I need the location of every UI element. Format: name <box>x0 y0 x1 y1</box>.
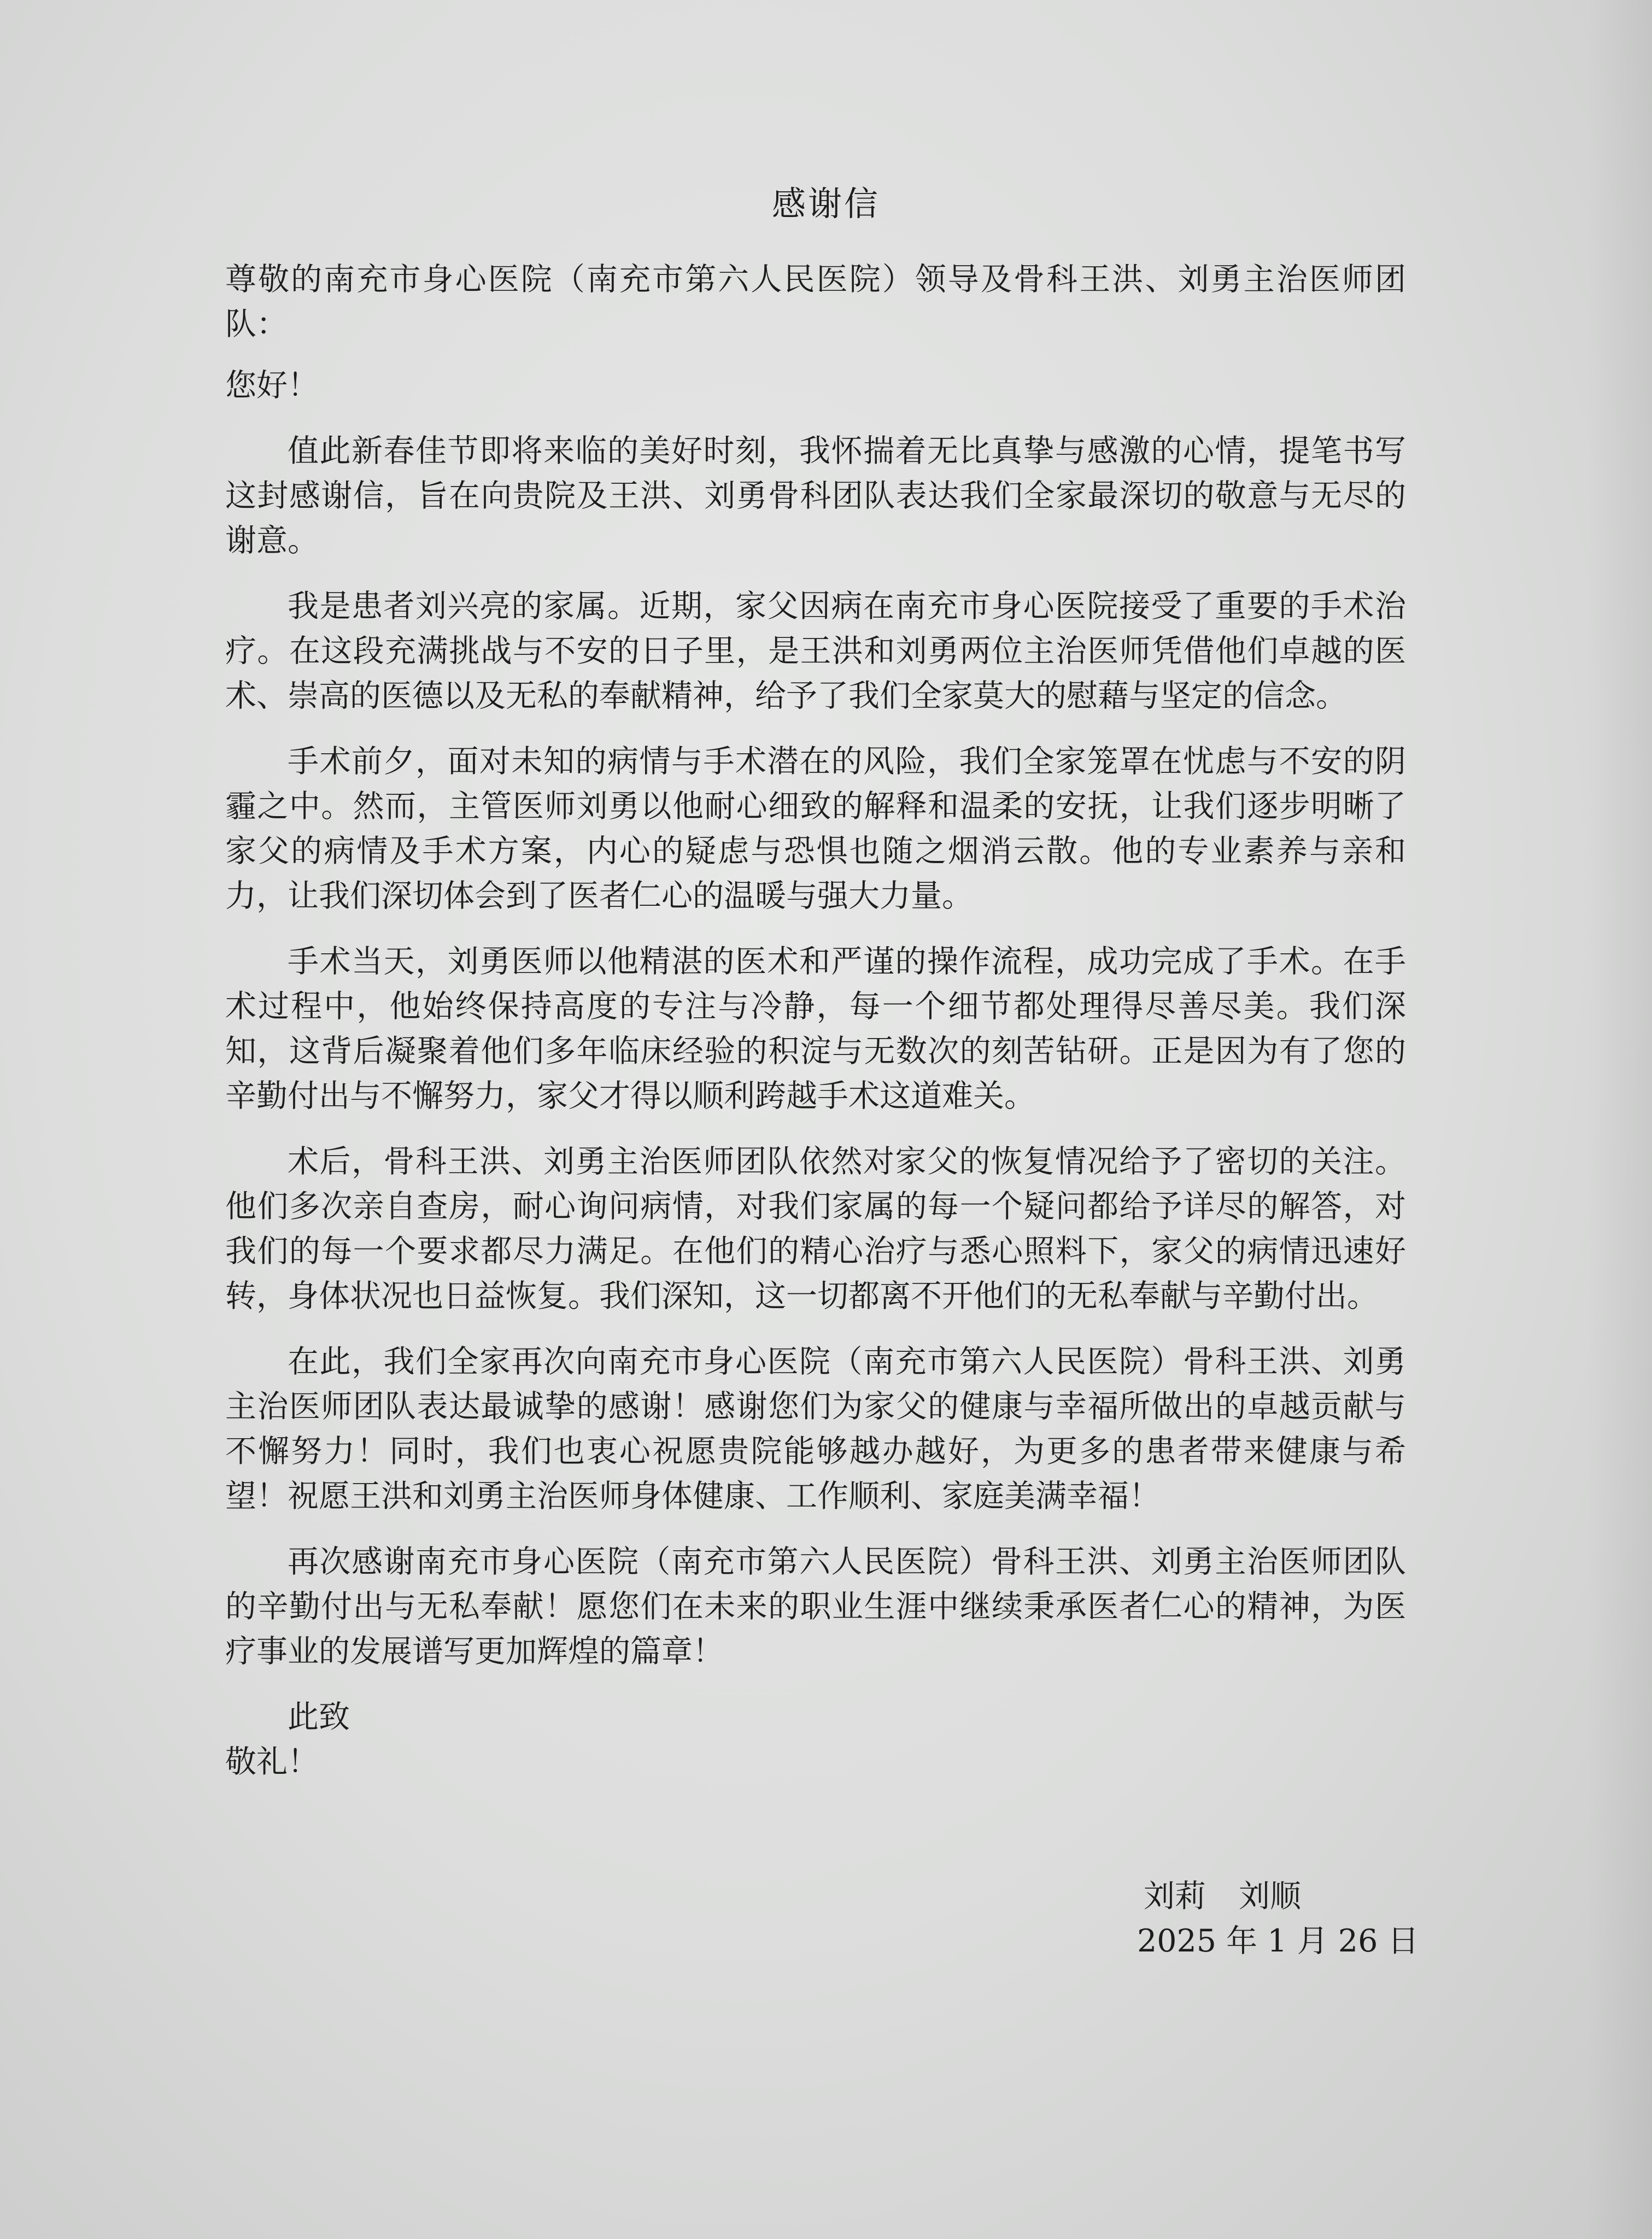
letter-body <box>225 257 1406 1784</box>
letter-closing-line-2: 敬礼！ <box>225 1744 319 1780</box>
letter-paragraph: 值此新春佳节即将来临的美好时刻，我怀揣着无比真挚与感激的心情，提笔书写这封感谢信，旨在向贵院及王洪、刘勇骨科团队表达我们全家最深切的敬意与无尽的谢意。 <box>225 433 1406 559</box>
signature-block <box>1137 1874 1419 1963</box>
letter-paragraph: 手术当天，刘勇医师以他精湛的医术和严谨的操作流程，成功完成了手术。在手术过程中，他始终保持高度的专注与冷静，每一个细节都处理得尽善尽美。我们深知，这背后凝聚着他们多年临床经验的积淀与无数次的刻苦钻研。正是因为有了您的辛勤付出与不懈努力，家父才得以顺利跨越手术这道难关。 <box>225 943 1406 1114</box>
letter-closing-line-1: 此致 <box>288 1699 350 1735</box>
signature-names <box>1137 1874 1419 1919</box>
signature-name-2: 刘顺 <box>1239 1878 1301 1914</box>
letter-greeting: 您好！ <box>225 367 319 403</box>
letter-paragraph: 手术前夕，面对未知的病情与手术潜在的风险，我们全家笼罩在忧虑与不安的阴霾之中。然而，主管医师刘勇以他耐心细致的解释和温柔的安抚，让我们逐步明晰了家父的病情及手术方案，内心的疑虑与恐惧也随之烟消云散。他的专业素养与亲和力，让我们深切体会到了医者仁心的温暖与强大力量。 <box>225 743 1406 914</box>
letter-date: 2025 年 1 月 26 日 <box>1137 1923 1419 1959</box>
signature-name-1: 刘莉 <box>1144 1878 1206 1914</box>
letter-paragraph: 术后，骨科王洪、刘勇主治医师团队依然对家父的恢复情况给予了密切的关注。他们多次亲自查房，耐心询问病情，对我们家属的每一个疑问都给予详尽的解答，对我们的每一个要求都尽力满足。在他们的精心治疗与悉心照料下，家父的病情迅速好转，身体状况也日益恢复。我们深知，这一切都离不开他们的无私奉献与辛勤付出。 <box>225 1144 1406 1314</box>
letter-paragraph: 在此，我们全家再次向南充市身心医院（南充市第六人民医院）骨科王洪、刘勇主治医师团队表达最诚挚的感谢！感谢您们为家父的健康与幸福所做出的卓越贡献与不懈努力！同时，我们也衷心祝愿贵院能够越办越好，为更多的患者带来健康与希望！祝愿王洪和刘勇主治医师身体健康、工作顺利、家庭美满幸福！ <box>225 1344 1406 1514</box>
letter-salutation: 尊敬的南充市身心医院（南充市第六人民医院）领导及骨科王洪、刘勇主治医师团队： <box>225 261 1406 342</box>
letter-title: 感谢信 <box>771 184 880 224</box>
paper-shadow <box>1586 0 1652 2239</box>
letter-paragraph: 我是患者刘兴亮的家属。近期，家父因病在南充市身心医院接受了重要的手术治疗。在这段充满挑战与不安的日子里，是王洪和刘勇两位主治医师凭借他们卓越的医术、崇高的医德以及无私的奉献精神，给予了我们全家莫大的慰藉与坚定的信念。 <box>225 588 1406 714</box>
letter-paragraph: 再次感谢南充市身心医院（南充市第六人民医院）骨科王洪、刘勇主治医师团队的辛勤付出与无私奉献！愿您们在未来的职业生涯中继续秉承医者仁心的精神，为医疗事业的发展谱写更加辉煌的篇章！ <box>225 1544 1406 1669</box>
